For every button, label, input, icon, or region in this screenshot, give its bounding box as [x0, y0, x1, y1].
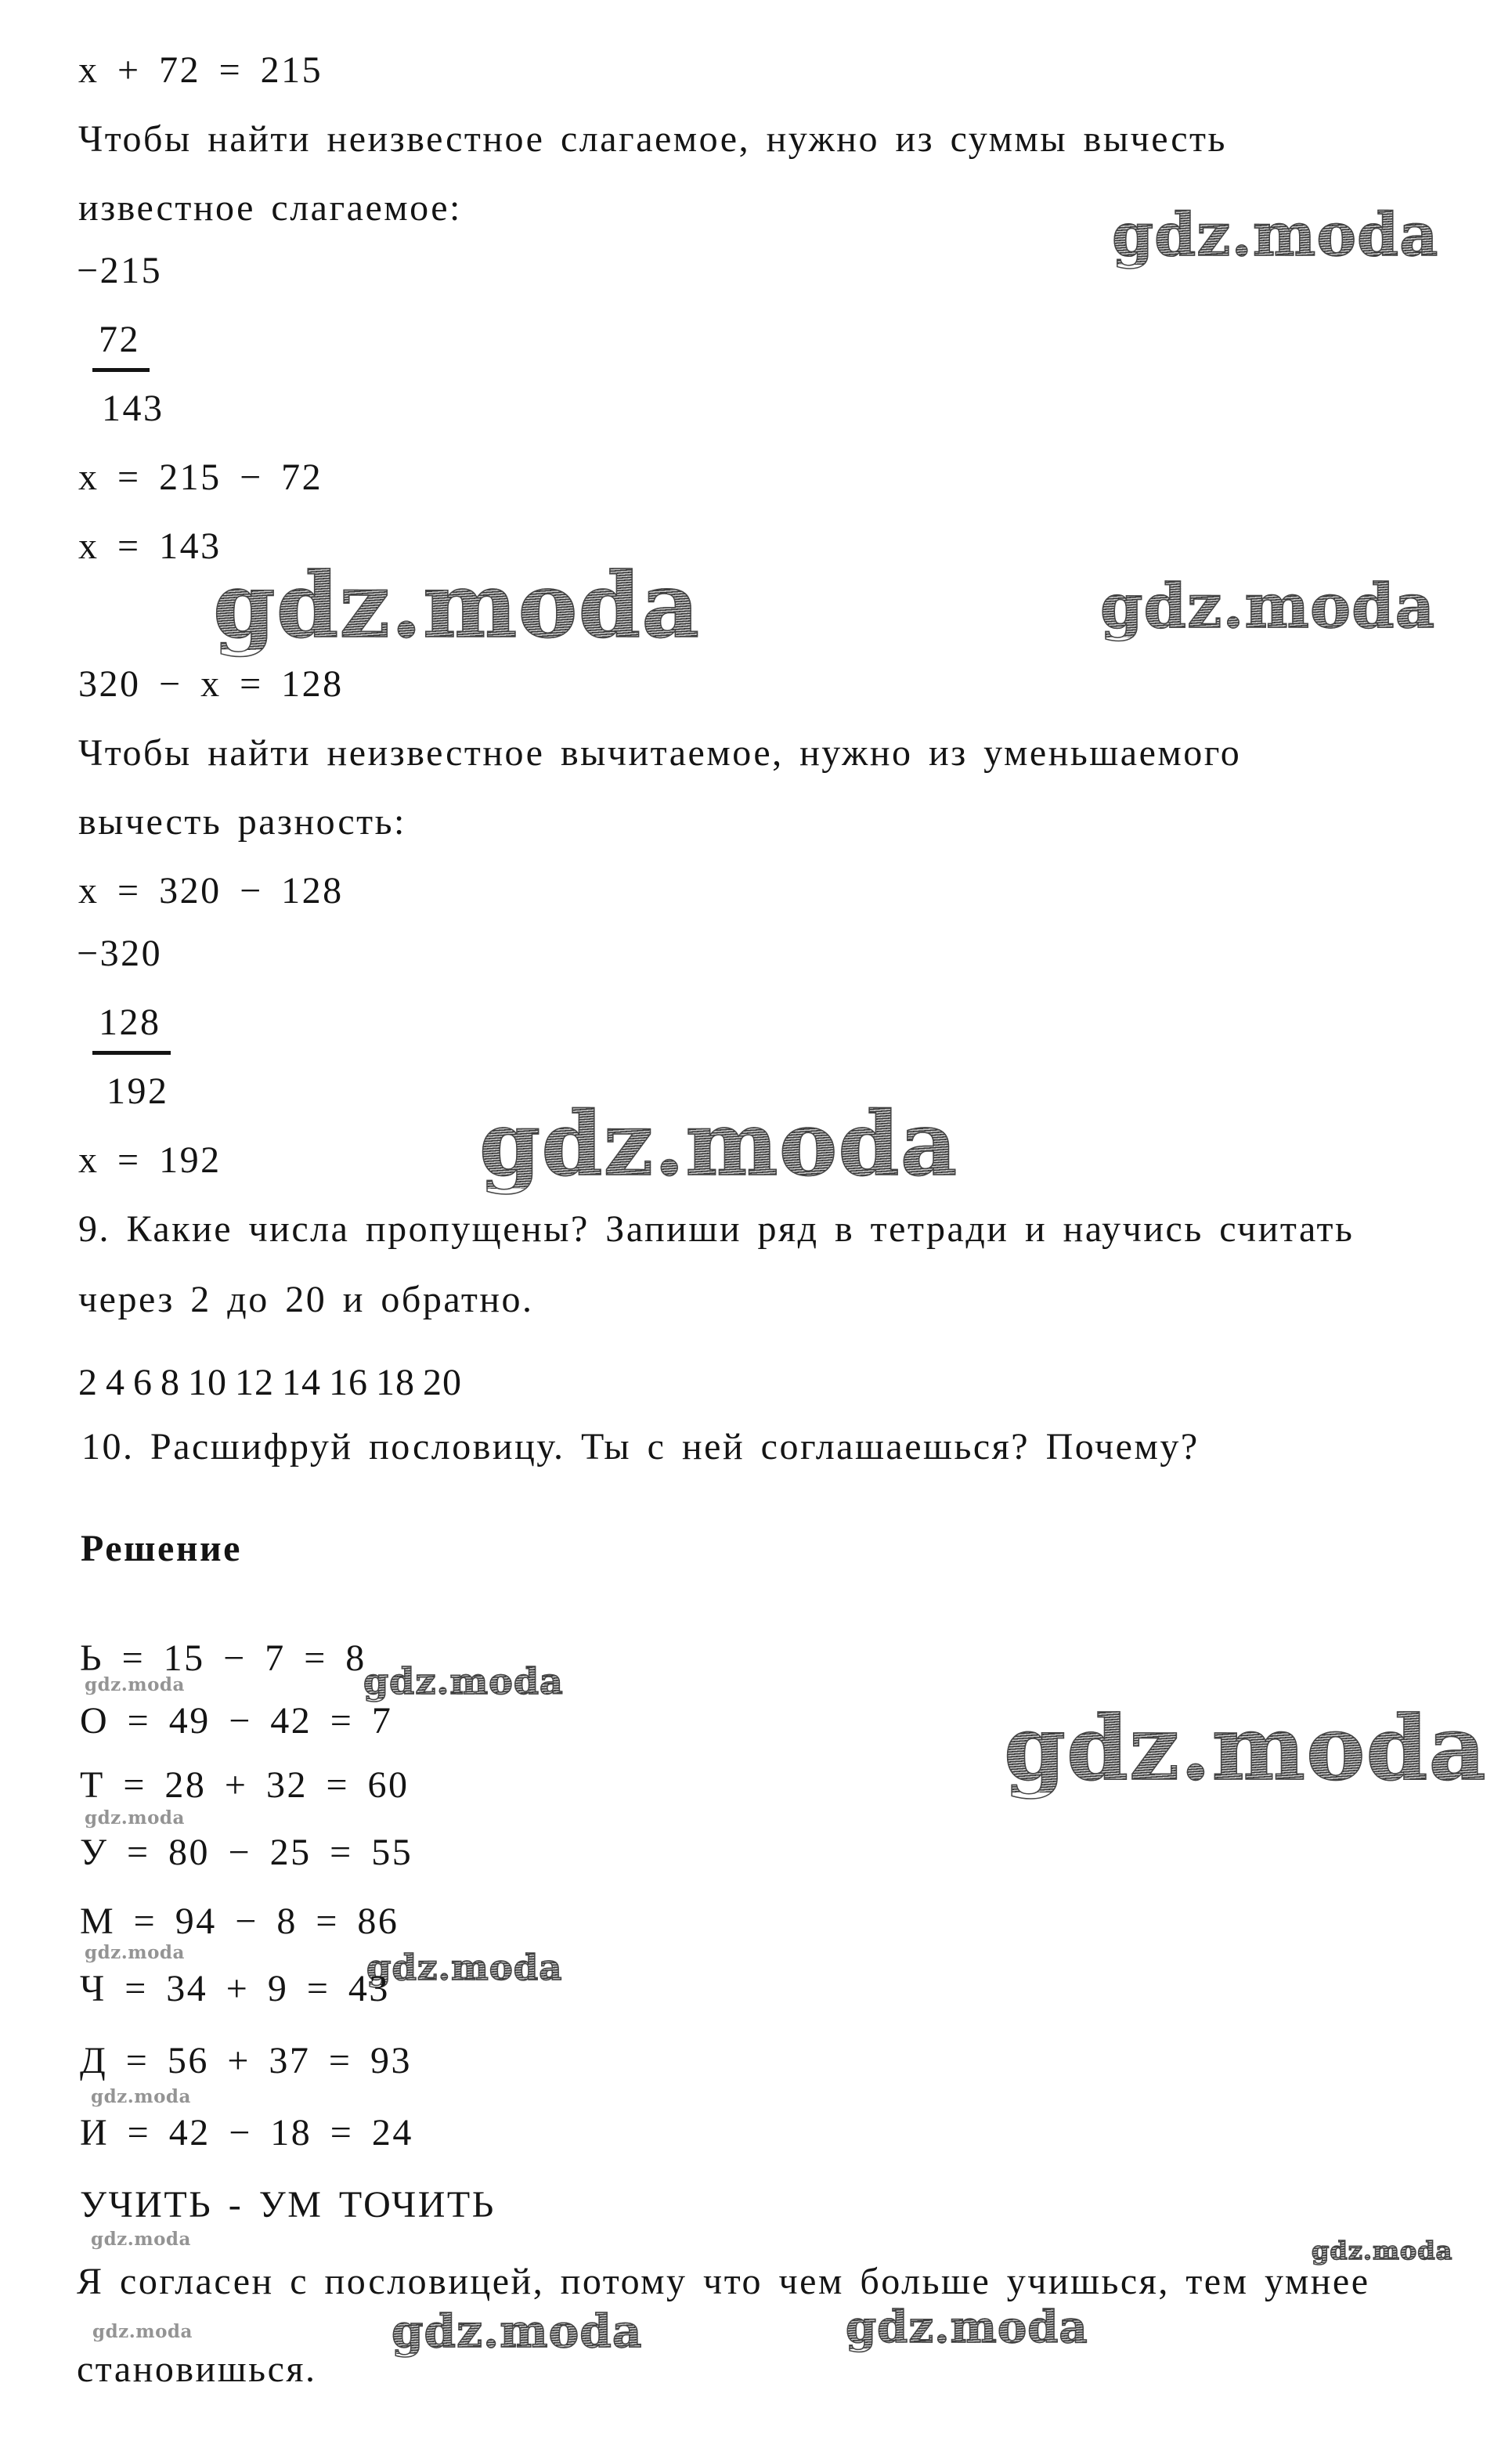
text-line: О = 49 − 42 = 7: [80, 1700, 393, 1742]
section-heading: Решение: [81, 1528, 242, 1569]
text-line: М = 94 − 8 = 86: [80, 1901, 399, 1942]
text-line: x + 72 = 215: [78, 49, 323, 91]
text-line: И = 42 − 18 = 24: [80, 2112, 413, 2153]
text-line: 2 4 6 8 10 12 14 16 18 20: [78, 1362, 462, 1403]
text-line: 128: [92, 1002, 171, 1055]
text-line: 10. Расшифруй пословицу. Ты с ней соглашаешься? Почему?: [81, 1426, 1200, 1467]
text-line: Ч = 34 + 9 = 43: [80, 1968, 390, 2009]
watermark: gdz.moda: [85, 1942, 185, 1963]
text-line: x = 320 − 128: [78, 870, 344, 912]
watermark: gdz.moda: [92, 2321, 193, 2342]
text-line: Чтобы найти неизвестное вычитаемое, нужно из уменьшаемого: [78, 732, 1242, 774]
text-line: −215: [77, 250, 163, 291]
watermark: gdz.moda: [1112, 200, 1439, 269]
watermark: gdz.moda: [91, 2086, 191, 2107]
text-line: −320: [77, 933, 163, 974]
text-line: Я согласен с пословицей, потому что чем больше учишься, тем умнее: [77, 2261, 1370, 2302]
text-line: x = 215 − 72: [78, 457, 323, 498]
watermark: gdz.moda: [85, 1807, 185, 1828]
text-line: через 2 до 20 и обратно.: [78, 1279, 534, 1320]
text-line: Т = 28 + 32 = 60: [80, 1764, 410, 1806]
watermark: gdz.moda: [1312, 2236, 1453, 2265]
text-line: известное слагаемое:: [78, 187, 462, 229]
text-line: 192: [106, 1070, 169, 1112]
watermark: gdz.moda: [392, 2305, 643, 2358]
text-line: 72: [92, 319, 150, 372]
watermark: gdz.moda: [1100, 571, 1436, 642]
watermark: gdz.moda: [85, 1674, 185, 1695]
text-line: становишься.: [77, 2348, 317, 2390]
text-line: 9. Какие числа пропущены? Запиши ряд в тетради и научись считать: [78, 1208, 1355, 1250]
text-line: 143: [102, 388, 164, 429]
text-line: Д = 56 + 37 = 93: [80, 2040, 412, 2081]
text-line: Чтобы найти неизвестное слагаемое, нужно из суммы вычесть: [78, 118, 1227, 160]
watermark: gdz.moda: [479, 1093, 958, 1196]
watermark: gdz.moda: [213, 553, 701, 658]
text-line: У = 80 − 25 = 55: [80, 1832, 413, 1873]
text-line: вычесть разность:: [78, 801, 406, 843]
watermark: gdz.moda: [1004, 1696, 1487, 1800]
text-line: 320 − x = 128: [78, 663, 344, 705]
watermark: gdz.moda: [363, 1660, 564, 1702]
watermark: gdz.moda: [366, 1947, 563, 1988]
text-line: УЧИТЬ - УМ ТОЧИТЬ: [80, 2184, 496, 2226]
watermark: gdz.moda: [846, 2301, 1088, 2353]
watermark: gdz.moda: [91, 2229, 191, 2250]
text-line: x = 143: [78, 525, 222, 567]
text-line: Ь = 15 − 7 = 8: [80, 1637, 366, 1679]
text-line: x = 192: [78, 1139, 222, 1181]
